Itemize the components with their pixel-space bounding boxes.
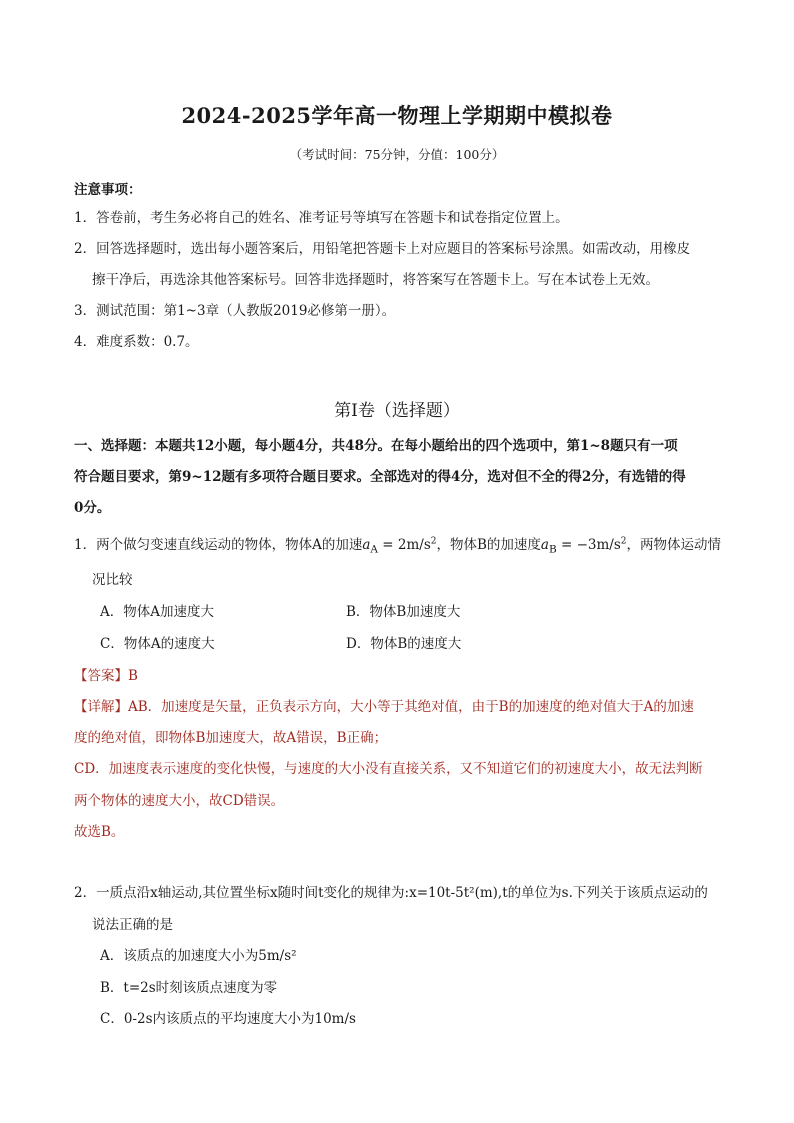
answer: 【答案】B	[74, 668, 138, 684]
option-c: C．0-2s内该质点的平均速度大小为10m/s	[100, 1011, 356, 1027]
option-d: D．物体B的速度大	[346, 636, 462, 652]
note-item: 2．回答选择题时，选出每小题答案后，用铅笔把答题卡上对应题目的答案标号涂黑。如需改动，用橡皮	[74, 241, 691, 257]
explanation-line: 度的绝对值，即物体B加速度大，故A错误，B正确；	[74, 730, 388, 746]
note-item: 4．难度系数：0.7。	[74, 334, 199, 350]
explanation-line: 故选B。	[74, 824, 125, 840]
note-item: 3．测试范围：第1~3章（人教版2019必修第一册）。	[74, 303, 396, 319]
option-c: C．物体A的速度大	[100, 636, 215, 652]
exam-info: （考试时间：75分钟，分值：100分）	[289, 147, 505, 162]
section-intro: 0分。	[74, 500, 111, 516]
option-a: A．物体A加速度大	[100, 604, 214, 620]
section-intro: 一、选择题：本题共12小题，每小题4分，共48分。在每小题给出的四个选项中，第1~8题只有一项	[74, 438, 678, 454]
note-item: 擦干净后，再选涂其他答案标号。回答非选择题时，将答案写在答题卡上。写在本试卷上无效。	[92, 272, 659, 288]
option-b: B．物体B加速度大	[346, 604, 461, 620]
note-item: 1．答卷前，考生务必将自己的姓名、准考证号等填写在答题卡和试卷指定位置上。	[74, 210, 569, 226]
page-title: 2024-2025学年高一物理上学期期中模拟卷	[181, 103, 613, 128]
question-1-stem-cont: 况比较	[92, 572, 133, 588]
option-a: A．该质点的加速度大小为5m/s²	[100, 948, 297, 964]
explanation-line: CD．加速度表示速度的变化快慢，与速度的大小没有直接关系，又不知道它们的初速度大小，故无法判断	[74, 761, 703, 777]
notes-heading: 注意事项：	[74, 182, 142, 198]
question-2-stem-cont: 说法正确的是	[92, 917, 173, 933]
section-title: 第Ⅰ卷（选择题）	[334, 401, 460, 421]
explanation-line: 两个物体的速度大小，故CD错误。	[74, 793, 285, 809]
section-intro: 符合题目要求，第9~12题有多项符合题目要求。全部选对的得4分，选对但不全的得2分，有选错的得	[74, 469, 686, 485]
question-2-stem: 2．一质点沿x轴运动,其位置坐标x随时间t变化的规律为:x=10t-5t²(m),t的单位为s.下列关于该质点运动的	[74, 885, 708, 901]
explanation-line: 【详解】AB．加速度是矢量，正负表示方向，大小等于其绝对值，由于B的加速度的绝对值大于A的加速	[74, 699, 694, 715]
question-1-stem: 1．两个做匀变速直线运动的物体，物体A的加速$a_A = 2m/s^2$，物体B的加速度$a_B = -3m/s^2$，两物体运动情	[74, 536, 722, 556]
option-b: B．t=2s时刻该质点速度为零	[100, 980, 278, 996]
